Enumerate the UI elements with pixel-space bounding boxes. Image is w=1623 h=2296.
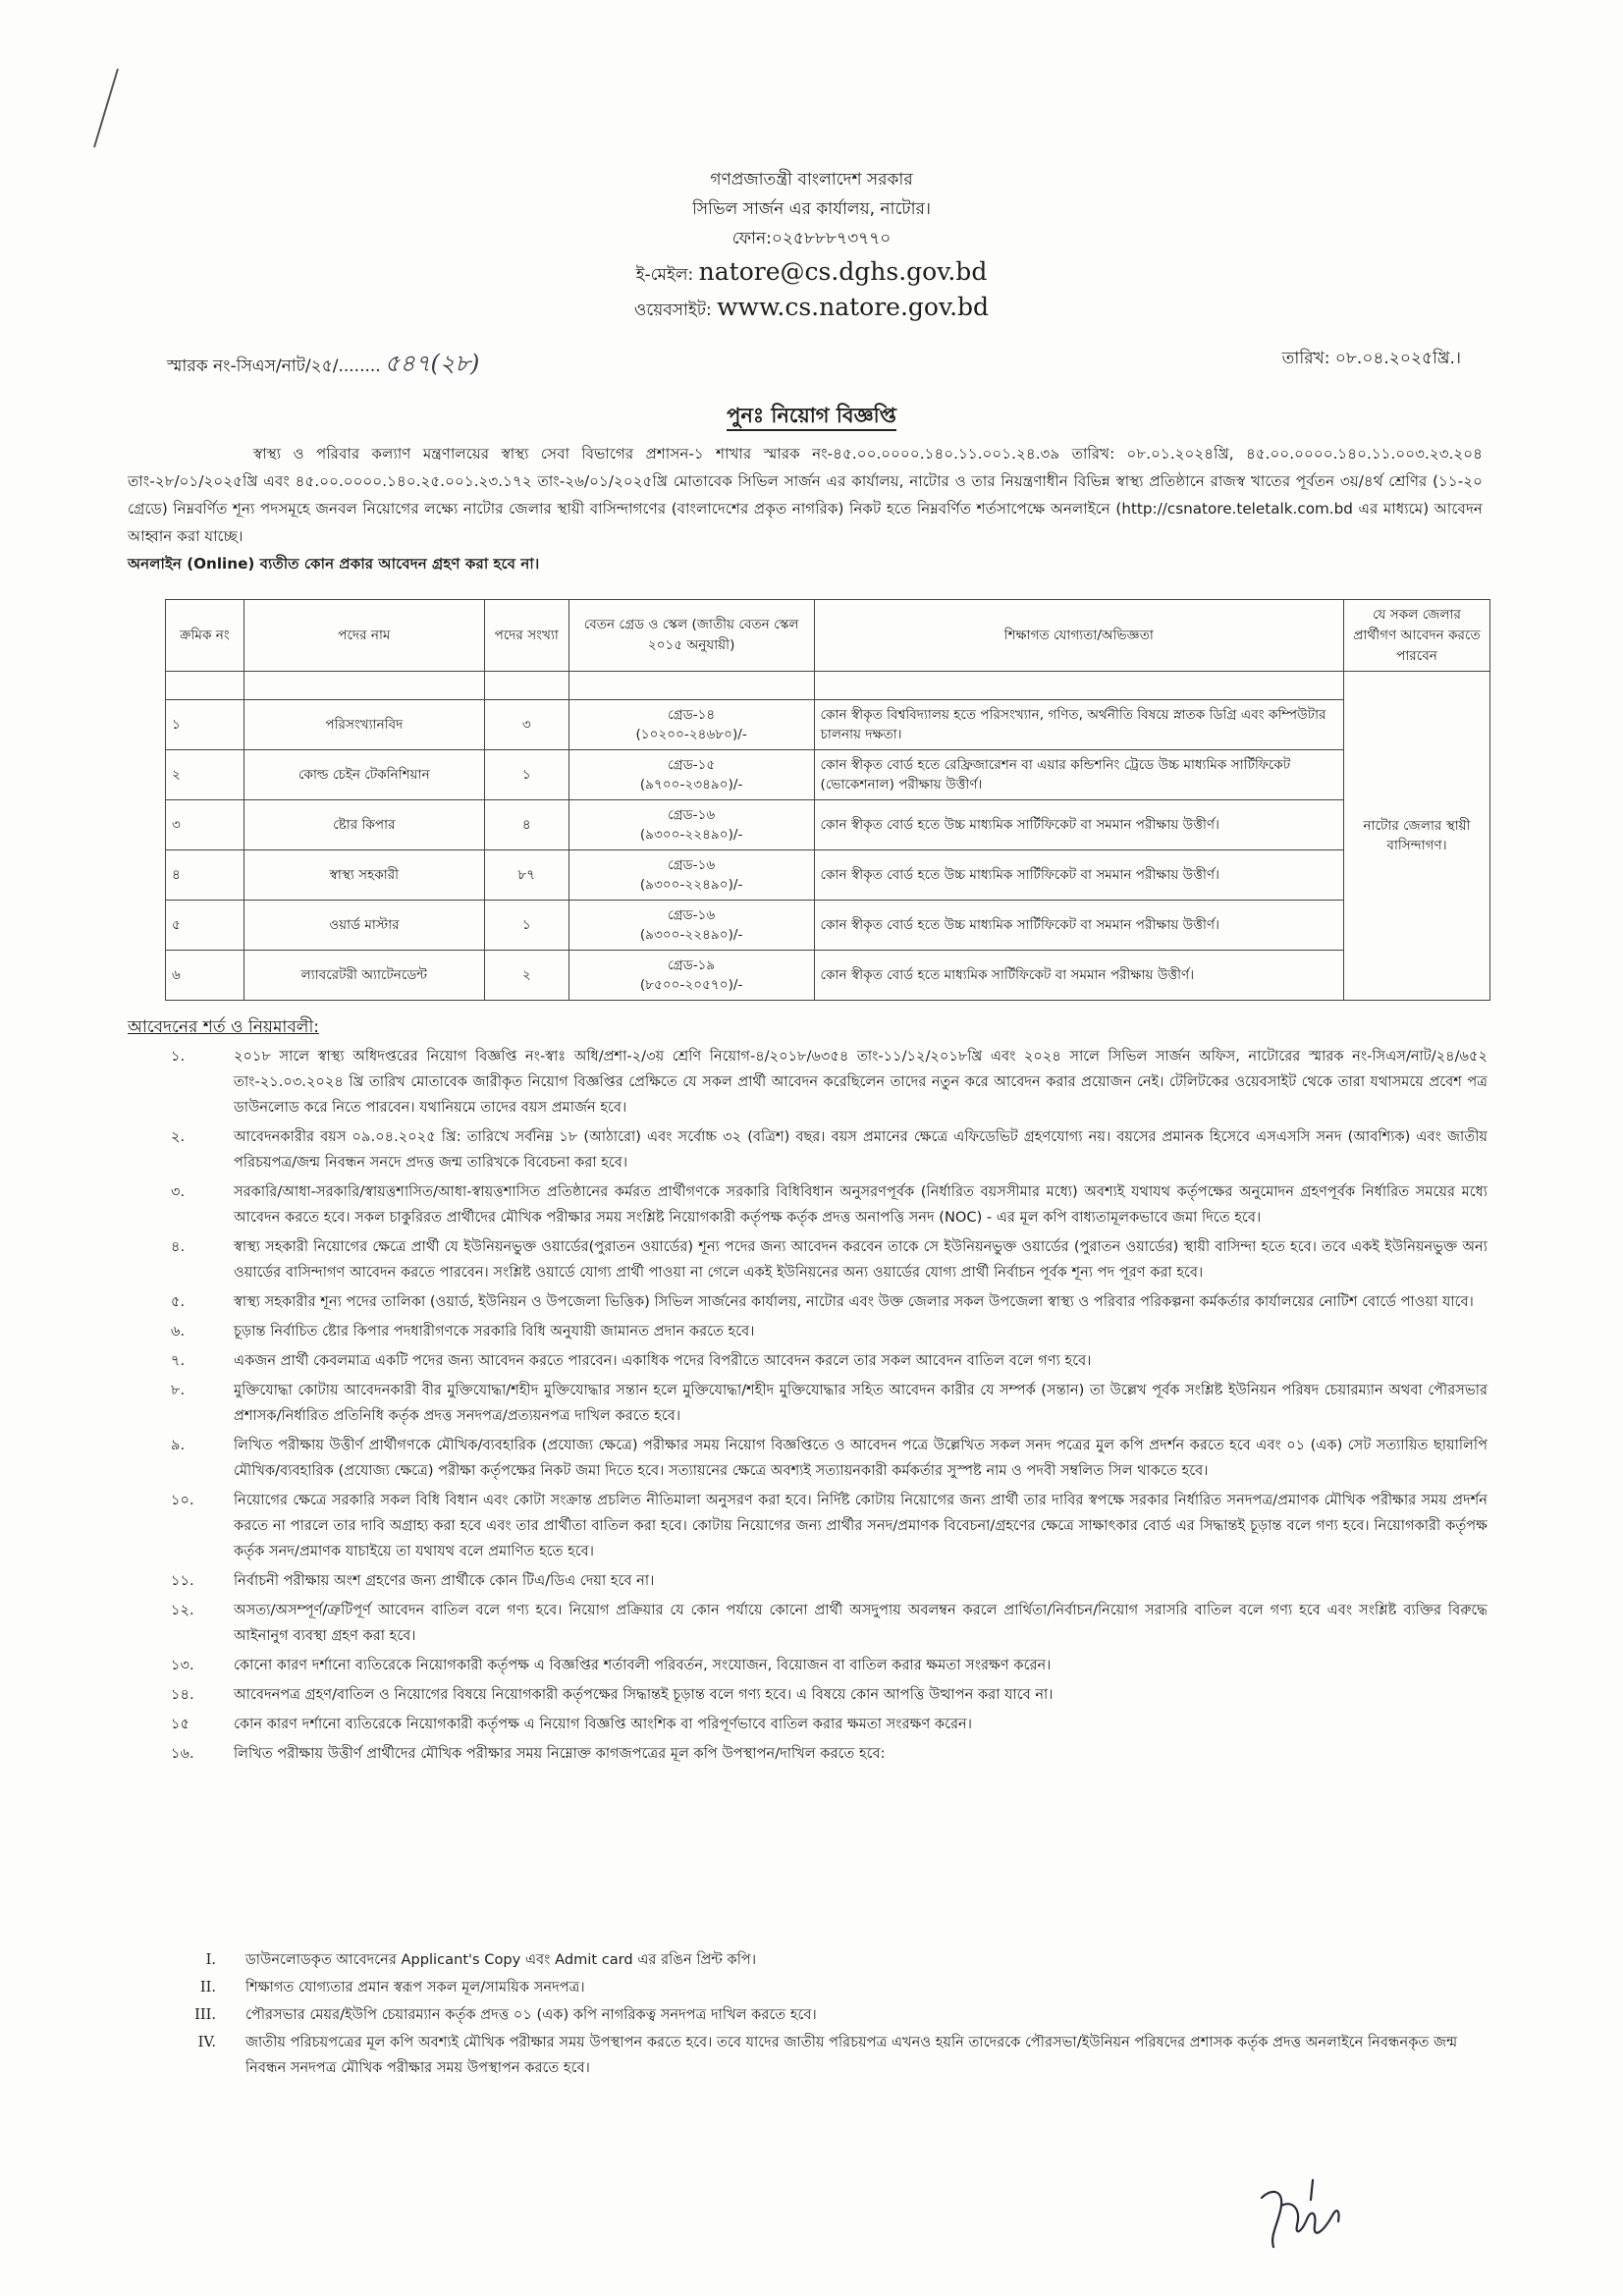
term-number: ৯. [171,1437,186,1453]
grade-label: গ্রেড-১৬ [667,807,716,823]
table-gap-row [166,672,1490,700]
term-number: ১৫ [171,1716,189,1732]
row-qualification: কোন স্বীকৃত বোর্ড হতে রেফ্রিজারেশন বা এয়ার কন্ডিশনিং ট্রেডে উচ্চ মাধ্যমিক সার্টিফিকেট (ভোকেশনাল) পরীক্ষায় উত্তীর্ণ। [814,750,1343,800]
table-row [166,901,1490,951]
doc-number: II. [199,1979,216,1995]
pen-stroke-mark [81,65,139,153]
list-item [128,1568,1488,1594]
term-text: আবেদনপত্র গ্রহণ/বাতিল ও নিয়োগের বিষয়ে নিয়োগকারী কর্তৃপক্ষের সিদ্ধান্তই চূড়ান্ত বলে গণ্য হবে। এ বিষয়ে কোন আপত্তি উত্থাপন করা যাবে না। [234,1686,1054,1703]
row-count: ১ [484,750,568,800]
table-row [166,750,1490,800]
term-text: একজন প্রার্থী কেবলমাত্র একটি পদের জন্য আবেদন করতে পারবেন। একাধিক পদের বিপরীতে আবেদন করলে তার সকল আবেদন বাতিল বলে গণ্য হবে। [234,1352,1092,1369]
website-address[interactable]: www.cs.natore.gov.bd [717,293,990,321]
pay-scale: (৮৫০০-২০৫৭০)/- [639,977,743,993]
col-serial: ক্রমিক নং [166,600,244,672]
term-text: স্বাস্থ্য সহকারী নিয়োগের ক্ষেত্রে প্রার্থী যে ইউনিয়নভুক্ত ওয়ার্ডের(পুরাতন ওয়ার্ডের) শূন্য পদের জন্য আবেদন করবেন তাকে সে ইউনিয়নভুক্ত ওয়ার্ডের (পুরাতন ওয়ার্ডের) স্থায়ী বাসিন্দা হতে হবে। তবে একই ইউনিয়নভুক্ত অন্য ওয়ার্ডের বাসিন্দাগণ আবেদন করতে পারবেন। সংশ্লিষ্ট ওয়ার্ডে যোগ্য প্রার্থী পাওয়া না গেলে একই ইউনিয়নের অন্য ওয়ার্ডের যোগ্য প্রার্থী নির্বাচন পূর্বক শূন্য পদ পূরণ করা হবে। [234,1238,1488,1281]
row-post: ল্যাবরেটরী অ্যাটেনডেন্ট [243,951,484,1001]
doc-text: পৌরসভার মেয়র/ইউপি চেয়ারম্যান কর্তৃক প্রদত্ত ০১ (এক) কপি নাগরিকত্ব সনদপত্র দাখিল করতে হবে। [245,2006,817,2023]
row-serial: ৬ [166,951,244,1001]
term-text: সরকারি/আধা-সরকারি/স্বায়ত্তশাসিত/আধা-স্বায়ত্তশাসিত প্রতিষ্ঠানের কর্মরত প্রার্থীগণকে সরকারি বিধিবিধান অনুসরণপূর্বক (নির্ধারিত বয়সসীমার মধ্যে) অবশ্যই যথাযথ কর্তৃপক্ষের অনুমোদন গ্রহণপূর্বক নির্ধারিত সময়ের মধ্যে আবেদন করতে হবে। সকল চাকুরিরত প্রার্থীদের মৌখিক পরীক্ষার সময় সংশ্লিষ্ট নিয়োগকারী কর্তৃপক্ষ কর্তৃক প্রদত্ত অনাপত্তি সনদ (NOC) - এর মূল কপি বাধ্যতামূলকভাবে জমা দিতে হবে। [234,1183,1488,1226]
row-grade [568,850,814,901]
term-number: ১০. [171,1492,194,1508]
row-count: ৩ [484,700,568,750]
row-count: ৮৭ [484,850,568,901]
row-qualification: কোন স্বীকৃত বিশ্ববিদ্যালয় হতে পরিসংখ্যান, গণিত, অর্থনীতি বিষয়ে স্নাতক ডিগ্রি এবং কম্পিউটার চালনায় দক্ষতা। [814,700,1343,750]
posts-table [165,599,1490,1001]
list-item [165,2030,1481,2081]
col-pay-grade: বেতন গ্রেড ও স্কেল (জাতীয় বেতন স্কেল ২০১৫ অনুযায়ী) [568,600,814,672]
row-count: ১ [484,901,568,951]
doc-number: IV. [197,2034,216,2050]
list-item [128,1433,1488,1484]
term-text: নিয়োগের ক্ষেত্রে সরকারি সকল বিধি বিধান এবং কোটা সংক্রান্ত প্রচলিত নীতিমালা অনুসরণ করা হবে। নির্দিষ্ট কোটায় নিয়োগের জন্য প্রার্থী তার দাবির স্বপক্ষে সরকার নির্ধারিত সনদপত্র/প্রমাণক মৌখিক পরীক্ষার সময় প্রদর্শন করতে না পারলে তার দাবি অগ্রাহ্য করা হবে এবং তার প্রার্থীতা বাতিল করা হবে। কোটায় নিয়োগের জন্য প্রার্থীর সনদ/প্রমাণক বিবেচনা/গ্রহণের ক্ষেত্রে সাক্ষাৎকার বোর্ড এর সিদ্ধান্তই চূড়ান্ত বলে গণ্য হবে। নিয়োগকারী কর্তৃপক্ষ কর্তৃক সনদ/প্রমাণক যাচাইয়ে তা যথাযথ বলে প্রমাণিত হতে হবে। [234,1492,1488,1559]
table-header-row [166,600,1490,672]
doc-number: I. [205,1951,216,1968]
list-item [165,1947,1481,1973]
list-item [128,1234,1488,1285]
list-item [128,1682,1488,1708]
row-serial: ২ [166,750,244,800]
notice-date: তারিখ: ০৮.০৪.২০২৫খ্রি.। [1281,349,1461,368]
list-item [128,1488,1488,1564]
term-text: লিখিত পরীক্ষায় উত্তীর্ণ প্রার্থীদের মৌখিক পরীক্ষার সময় নিম্নোক্ত কাগজপত্রের মূল কপি উপস্থাপন/দাখিল করতে হবে: [234,1745,886,1762]
row-post: কোল্ড চেইন টেকনিশিয়ান [243,750,484,800]
term-number: ৩. [171,1183,186,1200]
terms-heading: আবেদনের শর্ত ও নিয়মাবলী: [128,1017,320,1037]
term-text: নির্বাচনী পরীক্ষায় অংশ গ্রহণের জন্য প্রার্থীকে কোন টিএ/ডিএ দেয়া হবে না। [234,1572,655,1589]
list-item [128,1319,1488,1344]
term-number: ১. [171,1048,186,1065]
term-number: ১৪. [171,1686,194,1703]
row-post: স্বাস্থ্য সহকারী [243,850,484,901]
email-address[interactable]: natore@cs.dghs.gov.bd [698,257,988,286]
memo-prefix: স্মারক নং-সিএস/নাট/২৫/........ [167,356,381,376]
term-text: চূড়ান্ত নির্বাচিত ষ্টোর কিপার পদধারীগণকে সরকারি বিধি অনুযায়ী জামানত প্রদান করতে হবে। [234,1323,755,1339]
phone-line: ফোন:০২৫৮৮৮৭৩৭৭০ [731,229,892,248]
col-post-name: পদের নাম [243,600,484,672]
doc-text: শিক্ষাগত যোগ্যতার প্রমান স্বরূপ সকল মূল/সাময়িক সনদপত্র। [245,1979,585,1995]
term-number: ৮. [171,1382,186,1398]
list-item [128,1653,1488,1678]
row-post: পরিসংখ্যানবিদ [243,700,484,750]
term-text: মুক্তিযোদ্ধা কোটায় আবেদনকারী বীর মুক্তিযোদ্ধা/শহীদ মুক্তিযোদ্ধার সন্তান হলে মুক্তিযোদ্ধা/শহীদ মুক্তিযোদ্ধার সহিত আবেদন কারীর যে সম্পর্ক (সন্তান) তা উল্লেখ পূর্বক সংশ্লিষ্ট ইউনিয়ন পরিষদ চেয়ারম্যান অথবা পৌরসভার প্রশাসক/নির্ধারিত প্রতিনিধি কর্তৃক প্রদত্ত সনদপত্র/প্রত্যয়নপত্র দাখিল করতে হবে। [234,1382,1488,1424]
row-grade [568,901,814,951]
term-text: অসত্য/অসম্পূর্ণ/ত্রুটিপূর্ণ আবেদন বাতিল বলে গণ্য হবে। নিয়োগ প্রক্রিয়ার যে কোন পর্যায়ে কোনো প্রার্থী অসদুপায় অবলম্বন করলে প্রার্থিতা/নির্বাচন/নিয়োগ সরাসরি বাতিল বলে গণ্য হবে এবং সংশ্লিষ্ট ব্যক্তির বিরুদ্ধে আইনানুগ ব্যবস্থা গ্রহণ করা হবে। [234,1602,1488,1644]
list-item [128,1378,1488,1429]
table-row [166,850,1490,901]
notice-title-text: পুনঃ নিয়োগ বিজ্ঞপ্তি [727,404,896,431]
list-item [128,1741,1488,1767]
memo-number [167,346,479,385]
term-text: কোন কারণ দর্শানো ব্যতিরেকে নিয়োগকারী কর্তৃপক্ষ এ নিয়োগ বিজ্ঞপ্তি আংশিক বা পরিপূর্ণভাবে বাতিল করার ক্ষমতা সংরক্ষণ করেন। [234,1716,972,1732]
term-text: ২০১৮ সালে স্বাস্থ্য অধিদপ্তরের নিয়োগ বিজ্ঞপ্তি নং-স্বাঃ অধি/প্রশা-২/৩য় শ্রেণি নিয়োগ-৪/২০১৮/৬৩৫৪ তাং-১১/১২/২০১৮খ্রি এবং ২০২৪ সালে সিভিল সার্জন অফিস, নাটোরের স্মারক নং-সিএস/নাট/২৪/৬৫২ তাং-২১.০৩.২০২৪ খ্রি তারিখ মোতাবেক জারীকৃত নিয়োগ বিজ্ঞপ্তির প্রেক্ষিতে যে সকল প্রার্থী আবেদন করেছিলেন তাদের নতুন করে আবেদন করার প্রয়োজন নেই। টেলিটকের ওয়েবসাইট থেকে তারা যথাসময়ে প্রবেশ পত্র ডাউনলোড করে নিতে পারবেন। যথানিয়মে তাদের বয়স প্রমার্জন হবে। [234,1048,1488,1116]
term-text: লিখিত পরীক্ষায় উত্তীর্ণ প্রার্থীগণকে মৌখিক/ব্যবহারিক (প্রযোজ্য ক্ষেত্রে) পরীক্ষার সময় নিয়োগ বিজ্ঞপ্তিতে ও আবেদন পত্রে উল্লেখিত সকল সনদ পত্রের মুল কপি প্রদর্শন করতে হবে এবং ০১ (এক) সেট সত্যায়িত ছায়ালিপি মৌখিক/ব্যবহারিক (প্রযোজ্য ক্ষেত্রে) পরীক্ষা কর্তৃপক্ষের নিকট জমা দিতে হবে। সত্যায়নের ক্ষেত্রে অবশ্যই সত্যায়নকারী কর্মকর্তার সুস্পষ্ট নাম ও পদবী সম্বলিত সিল থাকতে হবে। [234,1437,1488,1479]
grade-label: গ্রেড-১৯ [668,957,716,973]
notice-title [0,400,1623,434]
grade-label: গ্রেড-১৪ [668,707,716,723]
table-row [166,800,1490,850]
pay-scale: (৯৩০০-২২৪৯০)/- [639,877,743,893]
table-row [166,700,1490,750]
list-item [128,1124,1488,1175]
term-number: ১৩. [171,1657,194,1673]
row-count: ২ [484,951,568,1001]
term-number: ২. [171,1128,186,1145]
row-qualification: কোন স্বীকৃত বোর্ড হতে উচ্চ মাধ্যমিক সার্টিফিকেট বা সমমান পরীক্ষায় উত্তীর্ণ। [814,800,1343,850]
term-number: ১২. [171,1602,194,1618]
list-item [165,1975,1481,2000]
term-number: ৬. [171,1323,186,1339]
row-post: ষ্টোর কিপার [243,800,484,850]
list-item [128,1044,1488,1121]
website-label: ওয়েবসাইট: [633,301,718,320]
row-serial: ৫ [166,901,244,951]
row-qualification: কোন স্বীকৃত বোর্ড হতে মাধ্যমিক সার্টিফিকেট বা সমমান পরীক্ষায় উত্তীর্ণ। [814,951,1343,1001]
documents-list [165,1947,1481,2083]
intro-online-only: অনলাইন (Online) ব্যতীত কোন প্রকার আবেদন গ্রহণ করা হবে না। [128,555,540,573]
row-qualification: কোন স্বীকৃত বোর্ড হতে উচ্চ মাধ্যমিক সার্টিফিকেট বা সমমান পরীক্ষায় উত্তীর্ণ। [814,850,1343,901]
pay-scale: (১০২০০-২৪৬৮০)/- [635,727,747,742]
website-line [0,291,1623,325]
row-grade [568,750,814,800]
pay-scale: (৯৭০০-২৩৪৯০)/- [639,777,743,793]
term-number: ১৬. [171,1745,194,1762]
doc-text: জাতীয় পরিচয়পত্রের মূল কপি অবশ্যই মৌখিক পরীক্ষার সময় উপস্থাপন করতে হবে। তবে যাদের জাতীয় পরিচয়পত্র এখনও হয়নি তাদেরকে পৌরসভা/ইউনিয়ন পরিষদের প্রশাসক কর্তৃক প্রদত্ত অনলাইনে নিবন্ধনকৃত জন্ম নিবন্ধন সনদপত্র মৌখিক পরীক্ষার সময় উপস্থাপন করতে হবে। [245,2034,1458,2076]
table-row [166,951,1490,1001]
email-line [0,255,1623,290]
col-post-count: পদের সংখ্যা [484,600,568,672]
terms-list [128,1044,1488,1771]
row-serial: ১ [166,700,244,750]
eligible-district-cell: নাটোর জেলার স্থায়ী বাসিন্দাগণ। [1344,672,1490,1001]
intro-paragraph [128,440,1483,577]
term-number: ১১. [171,1572,194,1589]
doc-number: III. [194,2006,216,2023]
row-grade [568,700,814,750]
list-item [128,1598,1488,1649]
col-eligible-district: যে সকল জেলার প্রার্থীগণ আবেদন করতে পারবেন [1344,600,1490,672]
col-qualification: শিক্ষাগত যোগ্যতা/অভিজ্ঞতা [814,600,1343,672]
list-item [128,1712,1488,1737]
list-item [128,1348,1488,1374]
list-item [128,1289,1488,1315]
grade-label: গ্রেড-১৬ [667,907,716,923]
doc-text: ডাউনলোডকৃত আবেদনের Applicant's Copy এবং Admit card এর রঙিন প্রিন্ট কপি। [245,1951,757,1968]
list-item [128,1179,1488,1230]
pay-scale: (৯৩০০-২২৪৯০)/- [639,827,743,843]
term-text: কোনো কারণ দর্শানো ব্যতিরেকে নিয়োগকারী কর্তৃপক্ষ এ বিজ্ঞপ্তির শর্তাবলী পরিবর্তন, সংযোজন, বিয়োজন বা বাতিল করার ক্ষমতা সংরক্ষণ করেন। [234,1657,1052,1673]
intro-text: স্বাস্থ্য ও পরিবার কল্যাণ মন্ত্রণালয়ের স্বাস্থ্য সেবা বিভাগের প্রশাসন-১ শাখার স্মারক নং-৪৫.০০.০০০০.১৪০.১১.০০১.২৪.৩৯ তারিখ: ০৮.০১.২০২৪খ্রি, ৪৫.০০.০০০০.১৪০.১১.০০৩.২৩.২০৪ তাং-২৮/০১/২০২৫খ্রি এবং ৪৫.০০.০০০০.১৪০.২৫.০০১.২৩.১৭২ তাং-২৬/০১/২০২৫খ্রি মোতাবেক সিভিল সার্জন এর কার্যালয়, নাটোর ও তার নিয়ন্ত্রণাধীন বিভিন্ন স্বাস্থ্য প্রতিষ্ঠানে রাজস্ব খাতের পূর্বতন ৩য়/৪র্থ শ্রেণির (১১-২০ গ্রেডে) নিম্নবর্ণিত শূন্য পদসমূহে জনবল নিয়োগের লক্ষ্যে নাটোর জেলার স্থায়ী বাসিন্দাগণের (বাংলাদেশের প্রকৃত নাগরিক) নিকট হতে নিম্নবর্ণিত শর্তসাপেক্ষে অনলাইনে (http://csnatore.teletalk.com.bd এর মাধ্যমে) আবেদন আহ্বান করা যাচ্ছে। [128,445,1483,545]
term-number: ৪. [171,1238,186,1255]
govt-line: গণপ্রজাতন্ত্রী বাংলাদেশ সরকার [710,170,913,190]
row-count: ৪ [484,800,568,850]
row-grade [568,951,814,1001]
row-qualification: কোন স্বীকৃত বোর্ড হতে উচ্চ মাধ্যমিক সার্টিফিকেট বা সমমান পরীক্ষায় উত্তীর্ণ। [814,901,1343,951]
row-serial: ৩ [166,800,244,850]
term-number: ৭. [171,1352,186,1369]
row-serial: ৪ [166,850,244,901]
memo-handwritten-number: ৫৪৭(২৮) [384,350,480,377]
grade-label: গ্রেড-১৫ [668,757,716,773]
term-text: স্বাস্থ্য সহকারীর শূন্য পদের তালিকা (ওয়ার্ড, ইউনিয়ন ও উপজেলা ভিত্তিক) সিভিল সার্জনের কার্যালয়, নাটোর এবং উক্ত জেলার সকল উপজেলা স্বাস্থ্য ও পরিবার পরিকল্পনা কর্মকর্তার কার্যালয়ের নোটিশ বোর্ডে পাওয়া যাবে। [234,1293,1474,1310]
list-item [165,2002,1481,2028]
pay-scale: (৯৩০০-২২৪৯০)/- [639,927,743,943]
term-text: আবেদনকারীর বয়স ০৯.০৪.২০২৫ খ্রি: তারিখে সর্বনিম্ন ১৮ (আঠারো) এবং সর্বোচ্চ ৩২ (বত্রিশ) বছর। বয়স প্রমানের ক্ষেত্রে এফিডেভিট গ্রহণযোগ্য নয়। বয়সের প্রমানক হিসেবে এসএসসি সনদ (আবশ্যিক) এবং জাতীয় পরিচয়পত্র/জন্ম নিবন্ধন সনদে প্রদত্ত জন্ম তারিখকে বিবেচনা করা হবে। [234,1128,1488,1171]
signature [1242,2170,1380,2259]
office-line: সিভিল সার্জন এর কার্যালয়, নাটোর। [692,199,931,219]
term-number: ৫. [171,1293,186,1310]
grade-label: গ্রেড-১৬ [667,857,716,873]
row-grade [568,800,814,850]
email-label: ই-মেইল: [635,265,699,285]
row-post: ওয়ার্ড মাস্টার [243,901,484,951]
